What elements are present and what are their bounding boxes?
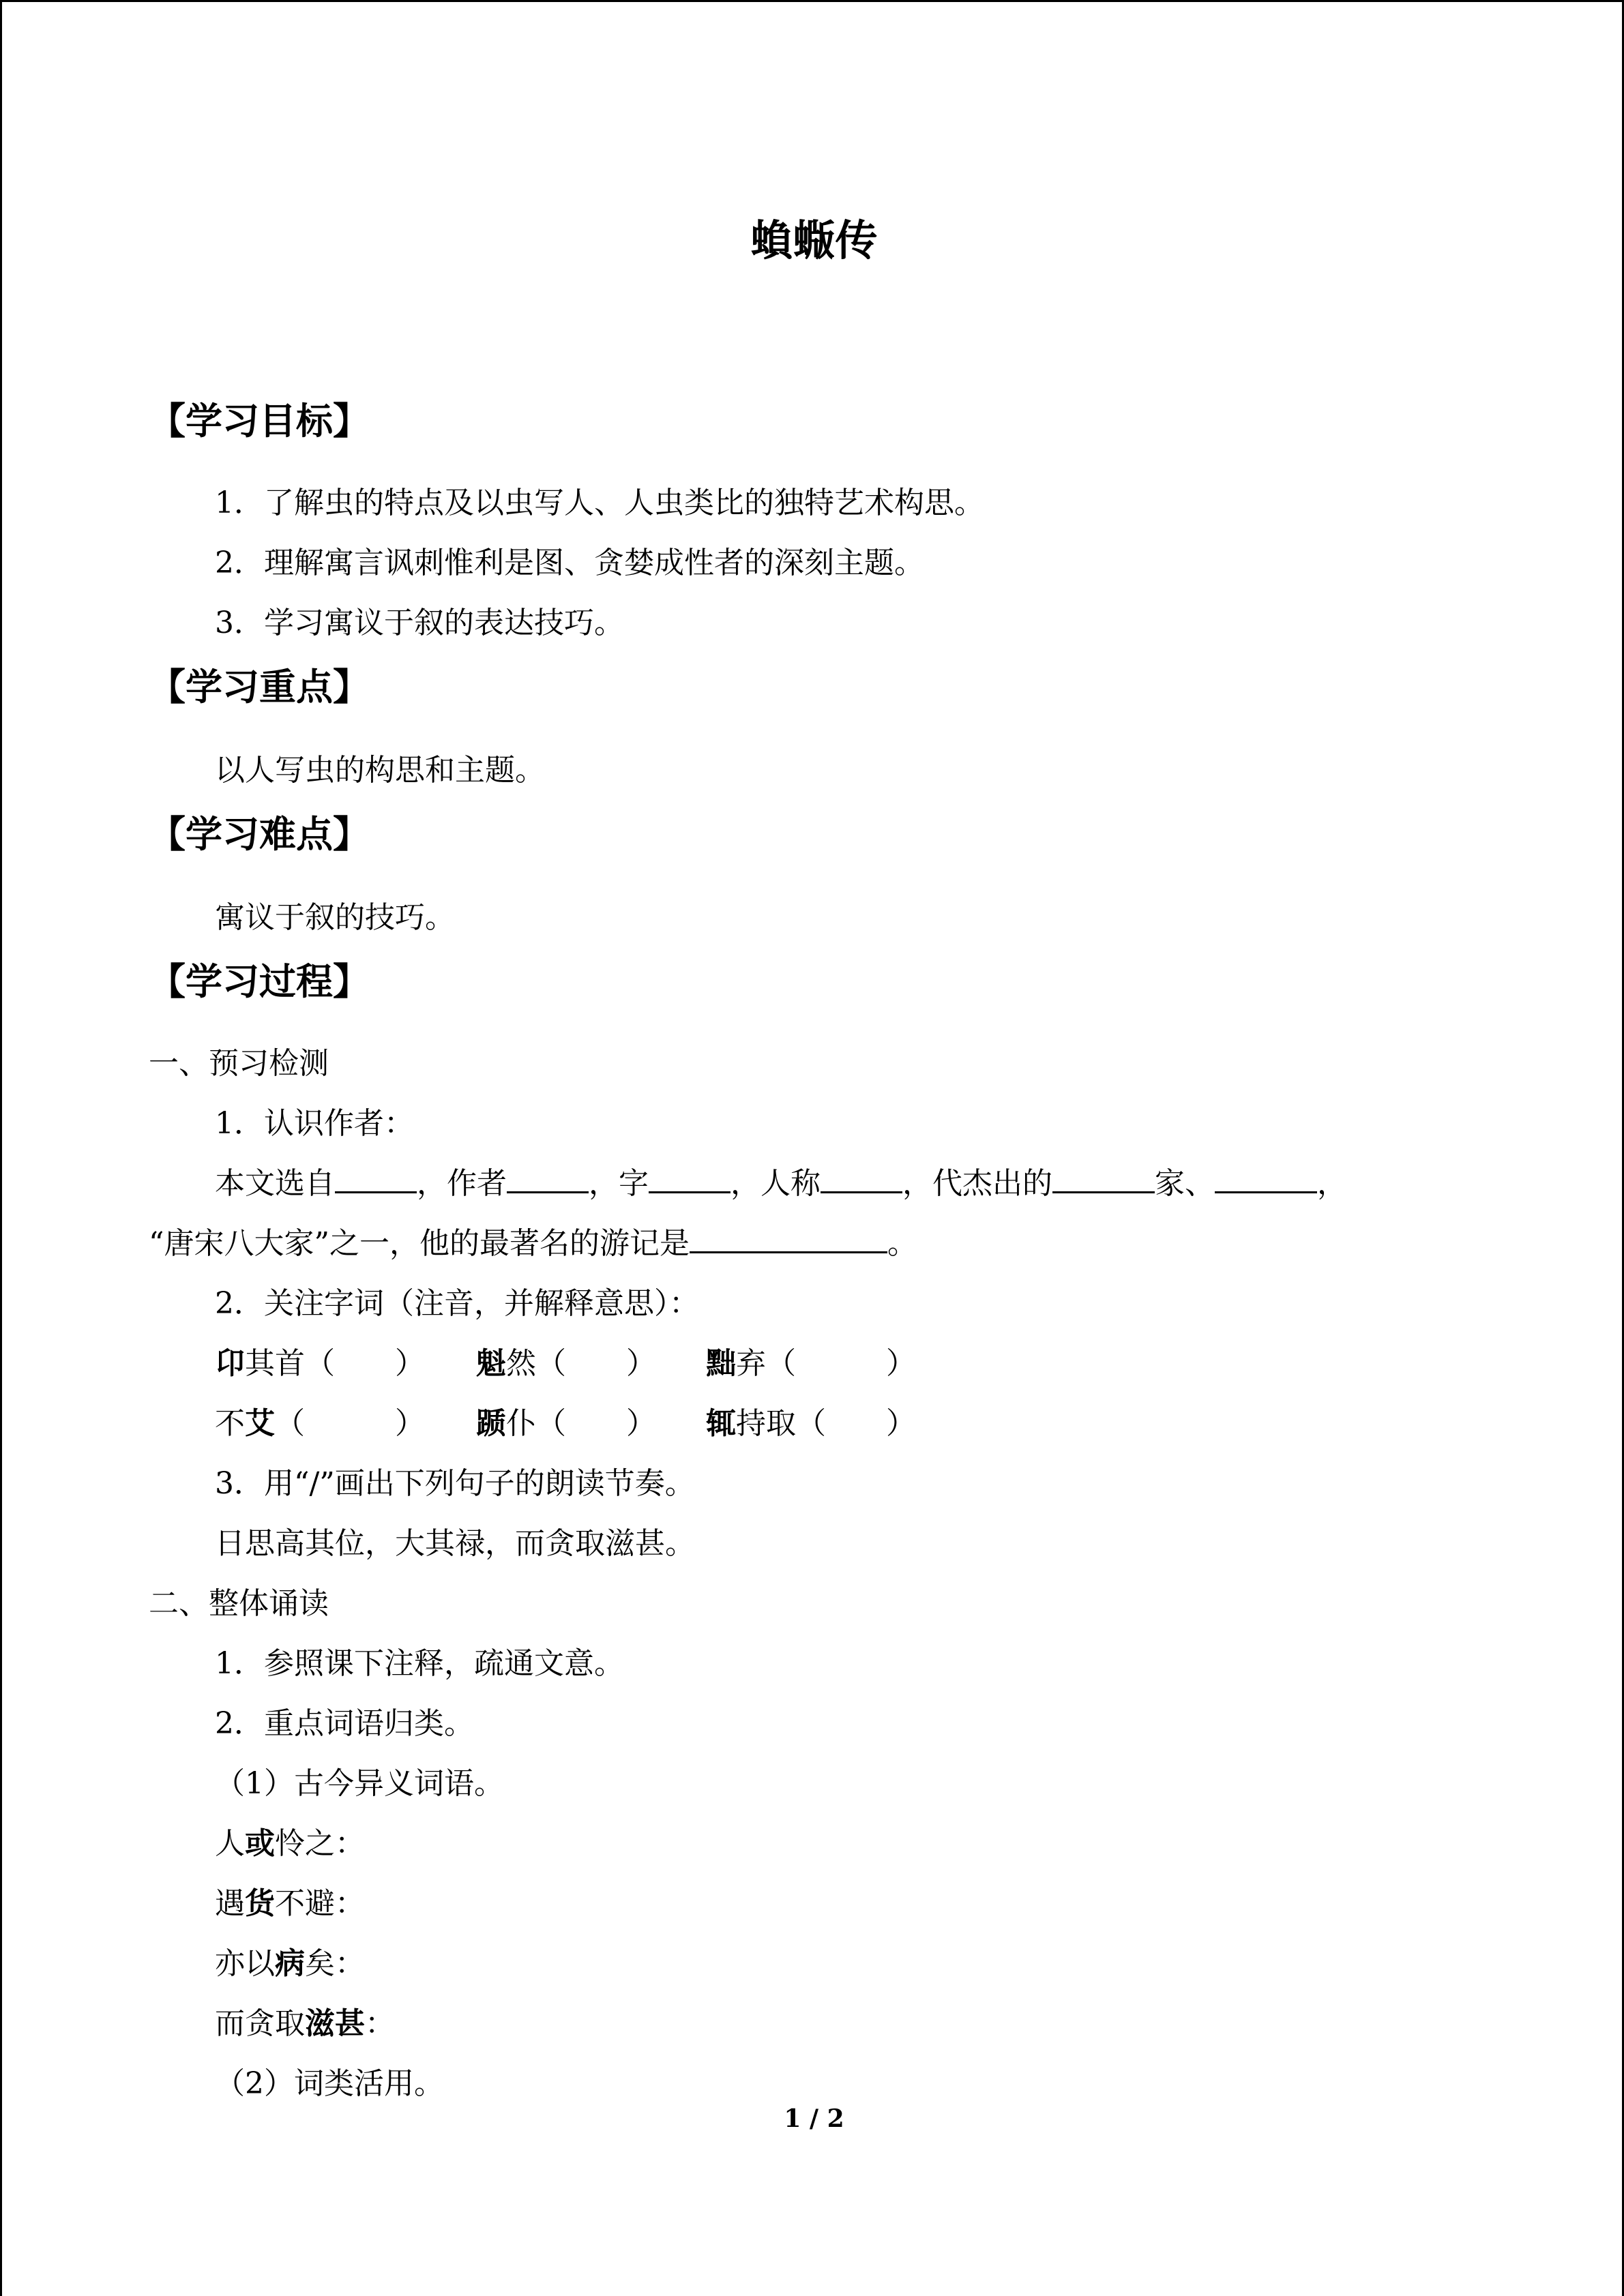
blank-other[interactable] [1215,1161,1317,1193]
reading-item-1: 1．参照课下注释，疏通文意。 [215,1646,624,1681]
blank-author[interactable] [507,1161,589,1193]
word-key-char: 踬 [476,1406,506,1441]
word-item [706,1339,916,1382]
page-number: 1 / 2 [784,2104,844,2133]
term-post: 矣： [305,1946,365,1981]
word-key-char: 黜 [706,1346,736,1381]
preview-heading: 一、预习检测 [149,1046,329,1081]
reading-sub-1: （1）古今异义词语。 [215,1766,504,1801]
author-line2-end: 。 [887,1226,917,1261]
word-key-char: 艾 [245,1406,275,1441]
term-key: 货 [245,1886,275,1921]
author-text-2: ，作者 [417,1166,507,1201]
preview-q3: 3．用“/”画出下列句子的朗读节奏。 [215,1466,695,1501]
author-text-5: ，代杰出的 [902,1166,1052,1201]
term-key: 或 [245,1826,275,1861]
word-item [706,1399,916,1442]
term-pre: 亦以 [215,1946,275,1981]
word-item [215,1339,425,1382]
term-key: 病 [275,1946,305,1981]
word-item [215,1399,425,1442]
difficulty-text: 寓议于叙的技巧。 [215,900,455,935]
rhythm-sentence: 日思高其位，大其禄，而贪取滋甚。 [215,1526,695,1561]
term-item [215,1819,365,1862]
term-item [215,1999,395,2042]
preview-q1: 1．认识作者： [215,1106,414,1141]
words-row-2 [2,1399,1624,1440]
term-post: ： [365,2006,395,2041]
preview-q2: 2．关注字词（注音，并解释意思）： [215,1286,699,1321]
term-pre: 而贪取 [215,2006,305,2041]
section-heading-key: 【学习重点】 [149,666,370,709]
author-line2-text: “唐宋八大家”之一，他的最著名的游记是 [149,1226,690,1261]
term-pre: 遇 [215,1886,245,1921]
author-text-6: 家、 [1155,1166,1215,1201]
blank-travelogue[interactable] [690,1221,887,1253]
author-text-1: 本文选自 [215,1166,335,1201]
author-line-2 [149,1219,917,1262]
word-rest: 弃（ ） [736,1346,916,1381]
words-row-1 [2,1339,1624,1380]
blank-nickname[interactable] [821,1161,902,1193]
word-rest: 持取（ ） [736,1406,916,1441]
word-rest: （ ） [275,1406,425,1441]
word-key-char: 魁 [476,1346,506,1381]
author-line [215,1159,1347,1202]
word-rest: 其首（ ） [245,1346,425,1381]
key-text: 以人写虫的构思和主题。 [215,753,545,788]
blank-source[interactable] [335,1161,417,1193]
section-heading-difficulty: 【学习难点】 [149,813,370,856]
term-post: 不避： [275,1886,365,1921]
section-heading-goals: 【学习目标】 [149,400,370,443]
author-text-7: ， [1317,1166,1347,1201]
reading-item-2: 2．重点词语归类。 [215,1706,474,1741]
word-item [476,1399,656,1442]
word-rest: 然（ ） [506,1346,656,1381]
blank-courtesy-name[interactable] [649,1161,730,1193]
goal-item-1: 1．了解虫的特点及以虫写人、人虫类比的独特艺术构思。 [215,486,984,520]
term-post: 怜之： [275,1826,365,1861]
section-heading-process: 【学习过程】 [149,960,370,1003]
word-key-char: 卬 [215,1346,245,1381]
author-text-4: ，人称 [730,1166,821,1201]
term-pre: 人 [215,1826,245,1861]
goal-item-3: 3．学习寓议于叙的表达技巧。 [215,606,624,640]
reading-heading: 二、整体诵读 [149,1586,329,1621]
blank-field[interactable] [1052,1161,1155,1193]
word-prefix: 不 [215,1406,245,1441]
reading-sub-2: （2）词类活用。 [215,2066,444,2101]
goal-item-2: 2．理解寓言讽刺惟利是图、贪婪成性者的深刻主题。 [215,546,924,580]
word-rest: 仆（ ） [506,1406,656,1441]
term-key: 滋甚 [305,2006,365,2041]
term-item [215,1879,365,1922]
word-key-char: 辄 [706,1406,736,1441]
author-text-3: ，字 [589,1166,649,1201]
term-item [215,1939,365,1982]
page-title: 蝜蝂传 [750,215,878,265]
word-item [476,1339,656,1382]
